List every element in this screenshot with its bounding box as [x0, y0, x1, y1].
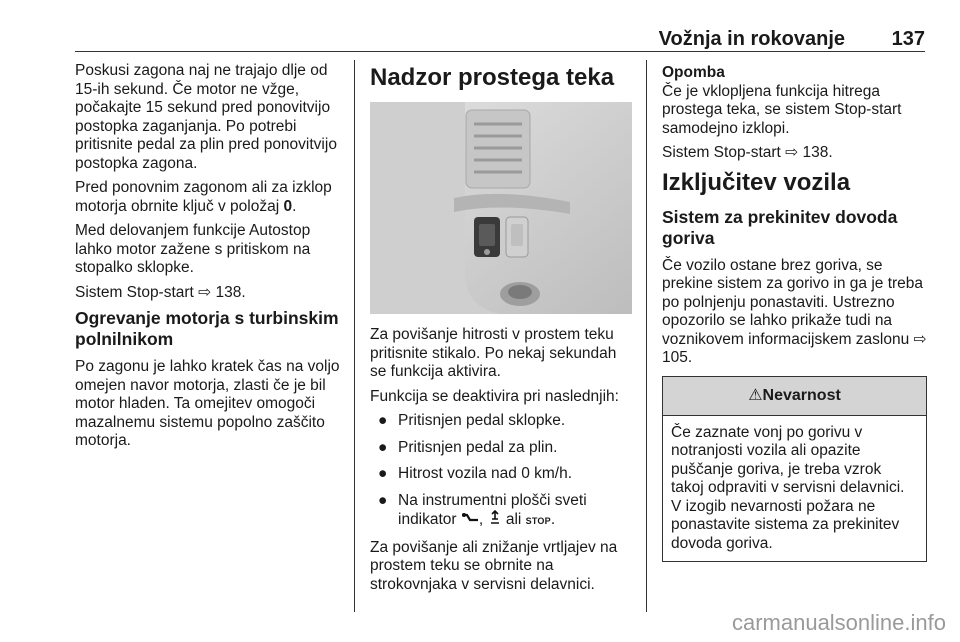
heading-fuel-cutoff: Sistem za prekinitev dovoda goriva: [662, 206, 898, 248]
danger-box: [662, 376, 927, 563]
chapter-title: Vožnja in rokovanje: [658, 28, 845, 50]
watermark: carmanualsonline.info: [731, 610, 946, 635]
stop-indicator-icon: STOP: [525, 516, 551, 526]
paragraph-idle-adjust: Za povišanje ali znižanje vrtljajev na prostem teku se obrnite na strokovnjaka v servisni delavnici.: [370, 538, 618, 593]
column-middle: [370, 62, 635, 600]
cross-reference-stop-start: Sistem Stop-start ⇨ 138.: [662, 144, 833, 161]
seat-heating-indicator-icon: [488, 510, 502, 530]
heading-vehicle-shutdown: Izključitev vozila: [662, 168, 851, 196]
bullet-icon: ●: [378, 438, 388, 456]
page-number: 137: [891, 28, 925, 50]
cross-reference-stop-start: Sistem Stop-start ⇨ 138.: [75, 283, 246, 301]
bullet-icon: ●: [378, 412, 388, 429]
column-left: [75, 62, 347, 457]
header-rule: [75, 51, 925, 52]
bullet-icon: ●: [378, 465, 388, 482]
note-label: Opomba: [662, 64, 725, 81]
idle-switch-photo: [370, 102, 632, 314]
paragraph-idle-increase: Za povišanje hitrosti v prostem teku pritisnite stikalo. Po nekaj sekundah se funkcija aktivira.: [370, 326, 617, 380]
column-divider-right: [646, 60, 647, 612]
column-divider-left: [354, 60, 355, 612]
list-item: ● Pritisnjen pedal sklopke.: [378, 412, 566, 429]
bullet-icon: ●: [378, 491, 388, 509]
paragraph-autostop: Med delovanjem funkcije Autostop lahko motor zažene s pritiskom na stopalko sklopke.: [75, 222, 311, 276]
note-text: Če je vklopljena funkcija hitrega prostega teka, se sistem Stop-start samodejno izklopi.: [662, 82, 902, 137]
deactivation-list: [370, 412, 635, 531]
warning-triangle-icon: ⚠: [748, 386, 763, 404]
paragraph-turbo-warmup: Po zagonu je lahko kratek čas na voljo omejen navor motorja, zlasti če je bil motor hladen. Ta omejitev omogoči mazalnemu sistemu popolno zaščito motorja.: [75, 358, 340, 449]
list-item: ● Na instrumentni plošči sveti indikator , ali STOP.: [378, 491, 587, 528]
paragraph-deactivation: Funkcija se deaktivira pri naslednjih:: [370, 387, 619, 405]
list-item: ● Hitrost vozila nad 0 km/h.: [378, 465, 573, 482]
danger-title: Nevarnost: [762, 386, 841, 404]
danger-text: Če zaznate vonj po gorivu v notranjosti vozila ali opazite puščanje goriva, je treba vzrok takoj odpraviti v servisni delavnici. V izogib nevarnosti požara ne ponastavite sistema za prekinitev dovoda goriva.: [671, 423, 905, 552]
seatbelt-indicator-icon: [461, 511, 479, 530]
danger-header: [663, 377, 926, 416]
heading-turbo-warmup: Ogrevanje motorja s turbinskim polnilnikom: [75, 308, 339, 349]
paragraph-start-attempts: Poskusi zagona naj ne trajajo dlje od 15-ih sekund. Če motor ne vžge, počakajte 15 sekund pred ponovitvijo postopka zaganjanja. Po potrebi pritisnite pedal za plin pred ponovitvijo postopka zagona.: [75, 62, 337, 172]
note-block: [662, 64, 927, 138]
key-position-value: 0: [283, 197, 293, 215]
paragraph-key-position: Pred ponovnim zagonom ali za izklop motorja obrnite ključ v položaj 0.: [75, 179, 332, 215]
list-item: ● Pritisnjen pedal za plin.: [378, 438, 558, 456]
paragraph-fuel-cutoff: Če vozilo ostane brez goriva, se prekine sistem za gorivo in ga je treba po polnjenju ponastaviti. Ustrezno opozorilo se lahko prikaže tudi na voznikovem informacijskem zaslonu ⇨ 105.: [662, 256, 927, 366]
page-header: [75, 28, 925, 50]
heading-idle-control: Nadzor prostega teka: [370, 64, 615, 91]
column-right: [662, 62, 927, 562]
